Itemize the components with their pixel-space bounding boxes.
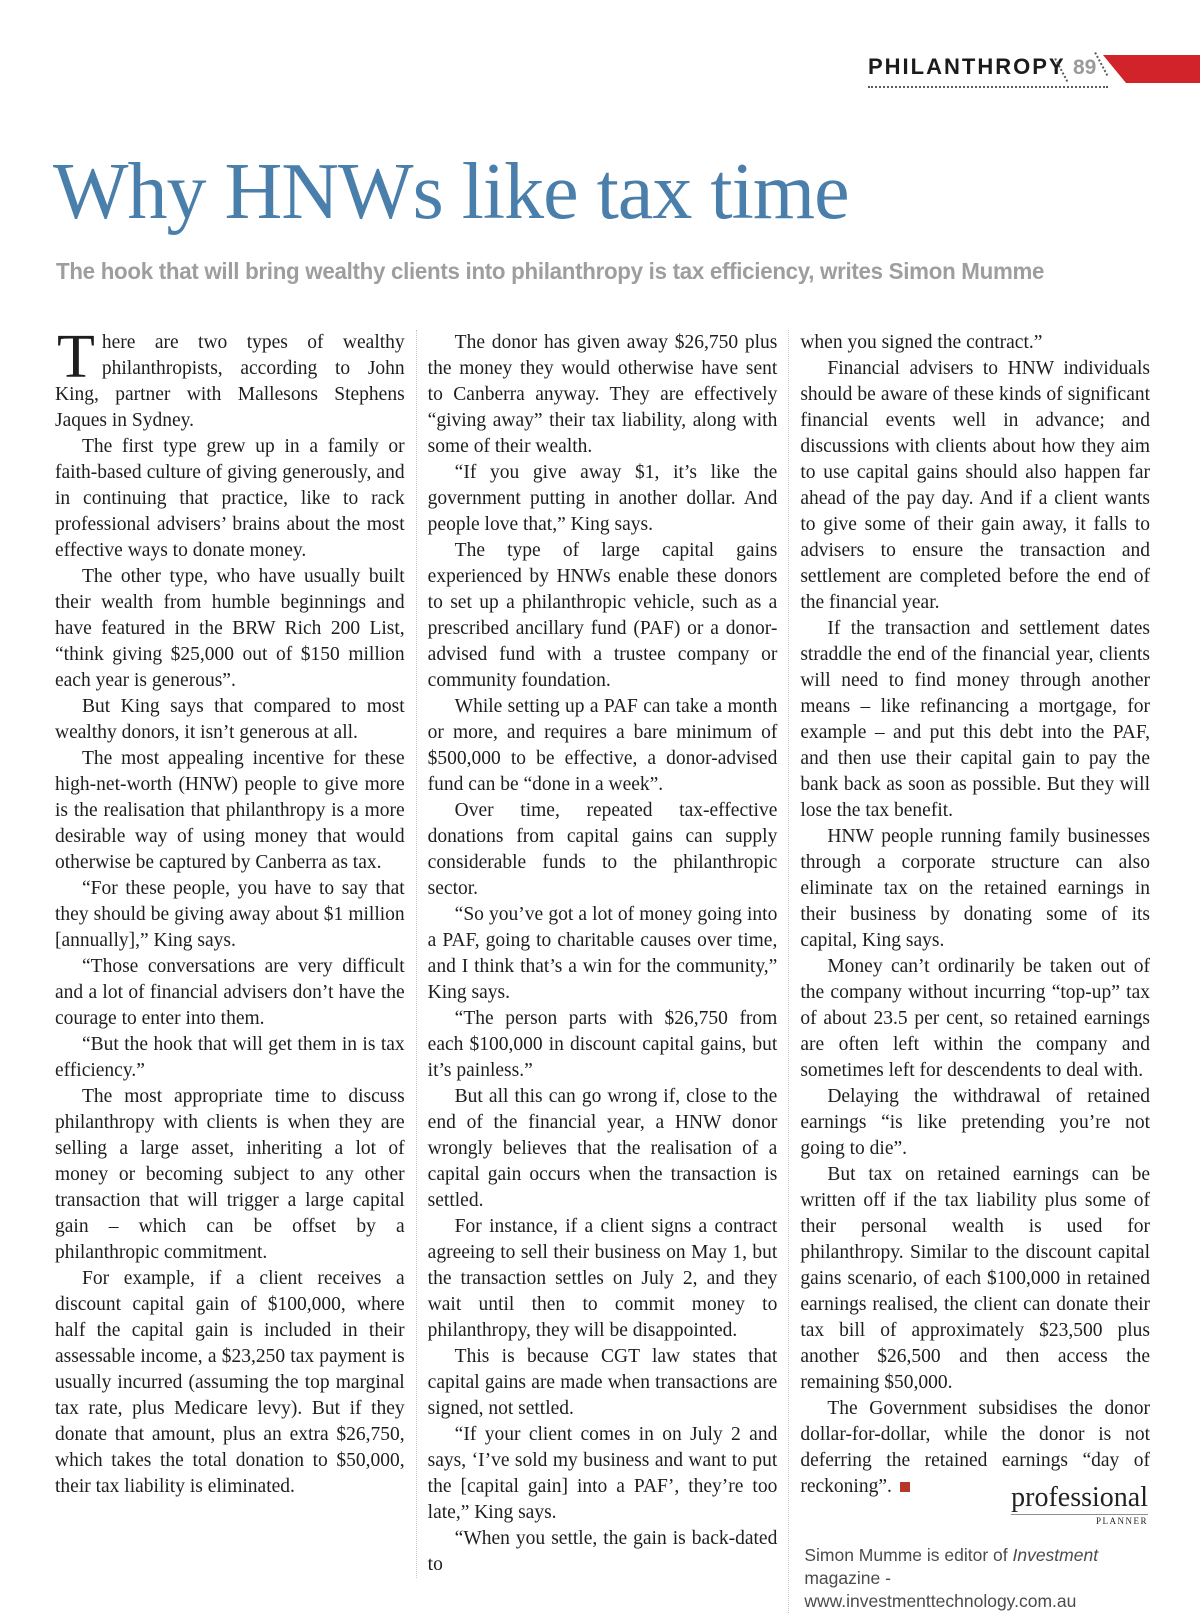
article-paragraph: This is because CGT law states that capital gains are made when transactions are signed, not settled. <box>427 1346 778 1419</box>
article-paragraph: The first type grew up in a family or faith-based culture of giving generously, and in continuing that practice, like to rack professional advisers’ brains about the most effective ways to donate money. <box>55 436 405 561</box>
section-label: PHILANTHROPY <box>868 54 1066 79</box>
article-paragraph: “The person parts with $26,750 from each $100,000 in discount capital gains, but it’s painless.” <box>427 1008 778 1081</box>
article-column-2 <box>416 330 778 1578</box>
article-standfirst: The hook that will bring wealthy clients into philanthropy is tax efficiency, writes Simon Mumme <box>56 258 1045 284</box>
article-paragraph: But tax on retained earnings can be written off if the tax liability plus some of their personal wealth is used for philanthropy. Similar to the discount capital gains scenario, of each $100,000 in retained earnings realised, the client can donate their tax bill of approximately $23,500 plus another $26,500 and then access the remaining $50,000. <box>800 1164 1151 1393</box>
article-paragraph: There are two types of wealthy philanthropists, according to John King, partner with Mallesons Stephens Jaques in Sydney. <box>55 323 405 431</box>
article-paragraph: For example, if a client receives a discount capital gain of $100,000, where half the capital gain is included in their assessable income, a $23,250 tax payment is usually incurred (assuming the top marginal tax rate, plus Medicare levy). But if they donate that amount, plus an extra $26,750, which takes the total donation to $50,000, their tax liability is eliminated. <box>55 1268 405 1497</box>
article-paragraph: “So you’ve got a lot of money going into a PAF, going to charitable causes over time, and I think that’s a win for the community,” King says. <box>427 904 778 1003</box>
column-1-paragraphs <box>55 323 405 1500</box>
article-paragraph: The donor has given away $26,750 plus the money they would otherwise have sent to Canberra anyway. They are effectively “giving away” their tax liability, along with some of their wealth. <box>427 332 778 457</box>
article-paragraph: “When you settle, the gain is back-dated to <box>427 1528 778 1575</box>
drop-cap: T <box>57 323 95 391</box>
byline-magazine-name: Investment <box>1012 1545 1099 1565</box>
article-paragraph: Financial advisers to HNW individuals should be aware of these kinds of significant financial events well in advance; and discussions with clients about how they aim to use capital gains should also happen far ahead of the pay day. And if a client wants to give some of their gain away, it falls to advisers to ensure the transaction and settlement are completed before the end of the financial year. <box>800 358 1151 613</box>
article-title: Why HNWs like tax time <box>53 148 849 236</box>
article-paragraph: The type of large capital gains experienced by HNWs enable these donors to set up a philanthropic vehicle, such as a prescribed ancillary fund (PAF) or a donor-advised fund with a trustee company or community foundation. <box>427 540 778 691</box>
article-paragraph: “For these people, you have to say that they should be giving away about $1 million [annually],” King says. <box>55 878 405 951</box>
article-paragraph: when you signed the contract.” <box>800 332 1043 353</box>
logo-subtitle: PLANNER <box>1095 1516 1148 1526</box>
article-paragraph: “Those conversations are very difficult and a lot of financial advisers don’t have the courage to enter into them. <box>55 956 405 1029</box>
article-paragraph: But all this can go wrong if, close to the end of the financial year, a HNW donor wrongly believes that the realisation of a capital gain occurs when the transaction is settled. <box>427 1086 778 1211</box>
byline-url: www.investmenttechnology.com.au <box>804 1591 1077 1611</box>
red-banner-shape <box>1103 55 1200 83</box>
end-of-article-mark <box>900 1482 910 1492</box>
article-paragraph: For instance, if a client signs a contract agreeing to sell their business on May 1, but the transaction settles on July 2, and they wait until then to commit money to philanthropy, they will be disappointed. <box>427 1216 778 1341</box>
article-paragraph: The other type, who have usually built their wealth from humble beginnings and have featured in the BRW Rich 200 List, “think giving $25,000 out of $150 million each year is generous”. <box>55 566 405 691</box>
column-3-paragraphs <box>800 330 1150 1500</box>
logo-wordmark: professional <box>1011 1482 1148 1513</box>
article-column-3 <box>788 330 1150 1613</box>
byline-text: magazine - <box>804 1568 891 1588</box>
article-paragraph: Money can’t ordinarily be taken out of the company without incurring “top-up” tax of about 23.5 per cent, so retained earnings are often left within the company and sometimes left for descendents to deal with. <box>800 956 1151 1081</box>
article-paragraph: While setting up a PAF can take a month or more, and requires a bare minimum of $500,000 to be effective, a donor-advised fund can be “done in a week”. <box>427 696 778 795</box>
article-paragraph: Delaying the withdrawal of retained earnings “is like pretending you’re not going to die”. <box>800 1086 1151 1159</box>
author-byline <box>800 1544 1150 1613</box>
article-paragraph: But King says that compared to most wealthy donors, it isn’t generous at all. <box>55 696 405 743</box>
header-dotted-rule <box>868 86 1108 88</box>
article-paragraph: The most appropriate time to discuss philanthropy with clients is when they are selling a large asset, inheriting a lot of money or becoming subject to any other transaction that will trigger a large capital gain – which can be offset by a philanthropic commitment. <box>55 1086 405 1263</box>
article-paragraph: If the transaction and settlement dates straddle the end of the financial year, clients will need to find money through another means – like refinancing a mortgage, for example – and put this debt into the PAF, and then use their capital gain to pay the bank back as soon as possible. But they will lose the tax benefit. <box>800 618 1151 821</box>
article-paragraph: The Government subsidises the donor dollar-for-dollar, while the donor is not deferring the retained earnings “day of reckoning”. <box>800 1398 1151 1497</box>
article-paragraph: “But the hook that will get them in is tax efficiency.” <box>55 1034 405 1081</box>
article-column-1 <box>55 323 405 1500</box>
article-paragraph: The most appealing incentive for these high-net-worth (HNW) people to give more is the realisation that philanthropy is a more desirable way of using money that would otherwise be captured by Canberra as tax. <box>55 748 405 873</box>
article-paragraph: “If you give away $1, it’s like the government putting in another dollar. And people love that,” King says. <box>427 462 778 535</box>
article-paragraph: Over time, repeated tax-effective donations from capital gains can supply considerable funds to the philanthropic sector. <box>427 800 778 899</box>
byline-text: Simon Mumme is editor of <box>804 1545 1013 1565</box>
article-paragraph: “If your client comes in on July 2 and says, ‘I’ve sold my business and want to put the [capital gain] into a PAF’, they’re too late,” King says. <box>427 1424 778 1523</box>
page-number: 89 <box>1073 56 1097 79</box>
article-paragraph: HNW people running family businesses through a corporate structure can also eliminate tax on the retained earnings in their business by donating some of its capital, King says. <box>800 826 1151 951</box>
article-body <box>55 323 1151 1613</box>
publication-logo <box>1011 1484 1148 1526</box>
column-2-paragraphs <box>428 330 778 1578</box>
